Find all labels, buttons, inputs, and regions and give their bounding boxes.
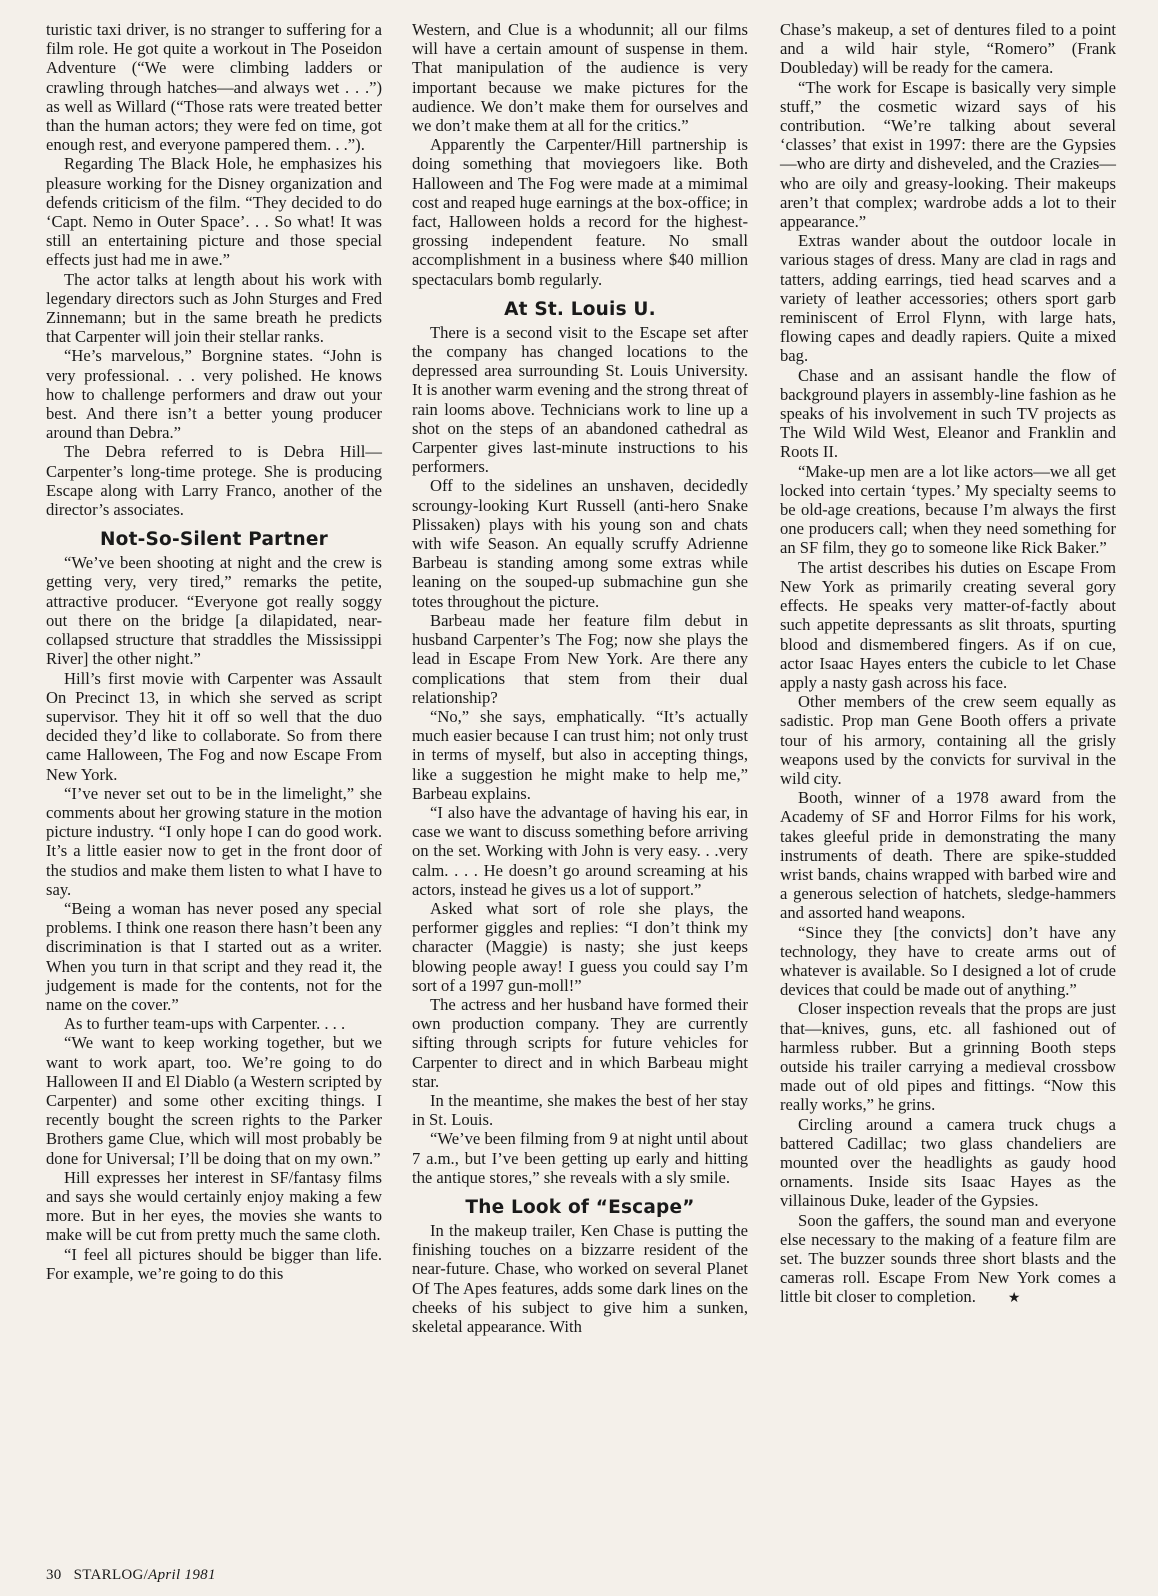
paragraph: Asked what sort of role she plays, the performer giggles and replies: “I don’t think my character (Maggie) is nasty; she just keeps blowing people away! I guess you could say I’m sort of a 1997 gun-moll!” [412, 898, 748, 995]
paragraph: Circling around a camera truck chugs a battered Cadillac; two glass chandeliers are mounted over the headlights as gaudy hood ornaments. Inside sits Isaac Hayes as the villainous Duke, leader of the Gypsies. [780, 1114, 1116, 1211]
paragraph: In the makeup trailer, Ken Chase is putting the finishing touches on a bizzarre resident of the near-future. Chase, who worked on several Planet Of The Apes features, adds some dark lines on the cheeks of his subject to give him a sunken, skeletal appearance. With [412, 1220, 748, 1336]
section-heading: The Look of “Escape” [465, 1196, 695, 1218]
paragraph: “Being a woman has never posed any special problems. I think one reason there hasn’t been any discrimination is that I started out as a writer. When you turn in that script and they read it, the judgement is made for the contents, not for the name on the cover.” [46, 898, 382, 1014]
page-footer [46, 1566, 216, 1584]
paragraph: Regarding The Black Hole, he emphasizes his pleasure working for the Disney organization and defends criticism of the film. “They decided to do ‘Capt. Nemo in Outer Space’. . . So what! It was still an entertaining picture and those special effects just had me in awe.” [46, 154, 382, 270]
paragraph: “We’ve been shooting at night and the crew is getting very, very tired,” remarks the petite, attractive producer. “Everyone got really soggy out there on the bridge [a dilapidated, near-collapsed structure that straddles the Mississippi River] the other night.” [46, 553, 382, 669]
paragraph-text: Soon the gaffers, the sound man and everyone else necessary to the making of a feature film are set. The buzzer sounds three short blasts and the cameras roll. Escape From New York comes a little bit closer to completion. [780, 1210, 1116, 1307]
paragraph: “We want to keep working together, but we want to work apart, too. We’re going to do Halloween II and El Diablo (a Western scripted by Carpenter) and some other exciting things. I recently bought the screen rights to the Parker Brothers game Clue, which will most probably be done for Universal; I’ll be doing that on my own.” [46, 1033, 382, 1168]
paragraph: As to further team-ups with Carpenter. . . . [64, 1014, 346, 1034]
paragraph: The actor talks at length about his work with legendary directors such as John Sturges and Fred Zinnemann; but in the same breath he predicts that Carpenter will join their stellar ranks. [46, 269, 382, 347]
paragraph: “I also have the advantage of having his ear, in case we want to discuss something before arriving on the set. Working with John is very easy. . .very calm. . . . He doesn’t go around screaming at his actors, instead he gives us a lot of support.” [412, 802, 748, 899]
paragraph: Chase’s makeup, a set of dentures filed to a point and a wild hair style, “Romero” (Frank Doubleday) will be ready for the camera. [780, 20, 1116, 78]
paragraph: Hill’s first movie with Carpenter was Assault On Precinct 13, in which she served as script supervisor. They hit it off so well that the duo decided they’d like to collaborate. So from there came Halloween, The Fog and now Escape From New York. [46, 668, 382, 784]
paragraph: “I feel all pictures should be bigger than life. For example, we’re going to do this [46, 1244, 382, 1283]
paragraph: Western, and Clue is a whodunnit; all our films will have a certain amount of suspense in them. That manipulation of the audience is very important because we make pictures for the audience. We don’t make them for ourselves and we don’t make them at all for the critics.” [412, 20, 748, 136]
paragraph: “The work for Escape is basically very simple stuff,” the cosmetic wizard says of his contribution. “We’re talking about several ‘classes’ that exist in 1997: there are the Gypsies—who are dirty and disheveled, and the Crazies—who are oily and greasy-looking. Their makeups aren’t that complex; wardrobe adds a lot to their appearance.” [780, 77, 1116, 232]
end-mark-star-icon: ★ [1007, 1291, 1021, 1307]
paragraph: There is a second visit to the Escape set after the company has changed locations to the depressed area surrounding St. Louis University. It is another warm evening and the strong threat of rain looms above. Technicians work to line up a shot on the steps of an abandoned cathedral as Carpenter gives last-minute instructions to his performers. [412, 322, 748, 477]
paragraph: The actress and her husband have formed their own production company. They are currently sifting through scripts for future vehicles for Carpenter to direct and in which Barbeau might star. [412, 994, 748, 1091]
section-heading: Not-So-Silent Partner [100, 529, 328, 551]
paragraph [780, 1211, 1116, 1309]
issue-date: April 1981 [148, 1567, 216, 1583]
paragraph: The Debra referred to is Debra Hill—Carpenter’s long-time protege. She is producing Escape along with Larry Franco, another of the director’s associates. [46, 442, 382, 520]
paragraph: Booth, winner of a 1978 award from the Academy of SF and Horror Films for his work, takes gleeful pride in demonstrating the many instruments of death. There are spike-studded wrist bands, chains wrapped with barbed wire and a generous selection of hatchets, sledge-hammers and assorted hand weapons. [780, 788, 1116, 923]
magazine-name: STARLOG/ [73, 1567, 149, 1583]
paragraph: Closer inspection reveals that the props are just that—knives, guns, etc. all fashioned out of harmless rubber. But a grinning Booth steps outside his trailer carrying a medieval crossbow made out of old pipes and fittings. “Now this really works,” he grins. [780, 999, 1116, 1115]
column-1 [46, 20, 382, 1283]
column-3 [780, 20, 1116, 1309]
column-2 [412, 20, 748, 1336]
paragraph: “We’ve been filming from 9 at night until about 7 a.m., but I’ve been getting up early and hitting the antique stores,” she reveals with a sly smile. [412, 1129, 748, 1187]
paragraph: Off to the sidelines an unshaven, decidedly scroungy-looking Kurt Russell (anti-hero Snake Plissaken) plays with his young son and chats with wife Season. An equally scruffy Adrienne Barbeau is standing among some extras while leaning on the souped-up submachine gun she totes throughout the picture. [412, 476, 748, 611]
paragraph: Other members of the crew seem equally as sadistic. Prop man Gene Booth offers a private tour of his armory, containing all the grisly weapons used by the convicts for survival in the wild city. [780, 692, 1116, 788]
section-heading: At St. Louis U. [504, 298, 656, 320]
paragraph: turistic taxi driver, is no stranger to suffering for a film role. He got quite a workout in The Poseidon Adventure (“We were climbing ladders or crawling through hatches—and always wet . . .”) as well as Willard (“Those rats were treated better than the human actors; they were fed on time, got enough rest, and everyone pampered them. . .”). [46, 20, 382, 155]
paragraph: The artist describes his duties on Escape From New York as primarily creating several gory effects. He speaks very matter-of-factly about such appetite depressants as slit throats, spurting blood and dismembered fingers. As if on cue, actor Isaac Hayes enters the cubicle to let Chase apply a nasty gash across his face. [780, 557, 1116, 692]
paragraph: Extras wander about the outdoor locale in various stages of dress. Many are clad in rags and tatters, adding earrings, tied head scarves and a variety of leather accessories; others sport garb reminiscent of Errol Flynn, with large hats, flowing capes and deadly rapiers. Quite a mixed bag. [780, 231, 1116, 366]
paragraph: Apparently the Carpenter/Hill partnership is doing something that moviegoers like. Both Halloween and The Fog were made at a mimimal cost and reaped huge earnings at the box-office; in fact, Halloween holds a record for the highest-grossing independent feature. No small accomplishment in a business where $40 million spectaculars bomb regularly. [412, 135, 748, 289]
paragraph: Hill expresses her interest in SF/fantasy films and says she would certainly enjoy making a few more. But in her eyes, the movies she wants to make will be cut from pretty much the same cloth. [46, 1167, 382, 1245]
paragraph: In the meantime, she makes the best of her stay in St. Louis. [412, 1090, 748, 1130]
paragraph: “I’ve never set out to be in the limelight,” she comments about her growing stature in the motion picture industry. “I only hope I can do good work. It’s a little easier now to get in the front door of the studios and make them listen to what I have to say. [46, 783, 382, 899]
paragraph: “No,” she says, emphatically. “It’s actually much easier because I can trust him; not only trust in terms of myself, but also in accepting things, like a suggestion he might make to help me,” Barbeau explains. [412, 706, 748, 803]
paragraph: Chase and an assisant handle the flow of background players in assembly-line fashion as he speaks of his involvement in such TV projects as The Wild Wild West, Eleanor and Franklin and Roots II. [780, 365, 1116, 462]
paragraph: “He’s marvelous,” Borgnine states. “John is very professional. . . very polished. He knows how to challenge performers and draw out your best. And there isn’t a better young producer around than Debra.” [46, 346, 382, 443]
page-number: 30 [46, 1567, 62, 1583]
paragraph: “Since they [the convicts] don’t have any technology, they have to create arms out of whatever is available. So I designed a lot of crude devices that could be made out of anything.” [780, 922, 1116, 1000]
paragraph: Barbeau made her feature film debut in husband Carpenter’s The Fog; now she plays the lead in Escape From New York. Are there any complications that stem from their dual relationship? [412, 610, 748, 707]
paragraph: “Make-up men are a lot like actors—we all get locked into certain ‘types.’ My specialty seems to be old-age creations, because I’m always the first one producers call; when they need something for an SF film, they go to someone like Rick Baker.” [780, 461, 1116, 558]
